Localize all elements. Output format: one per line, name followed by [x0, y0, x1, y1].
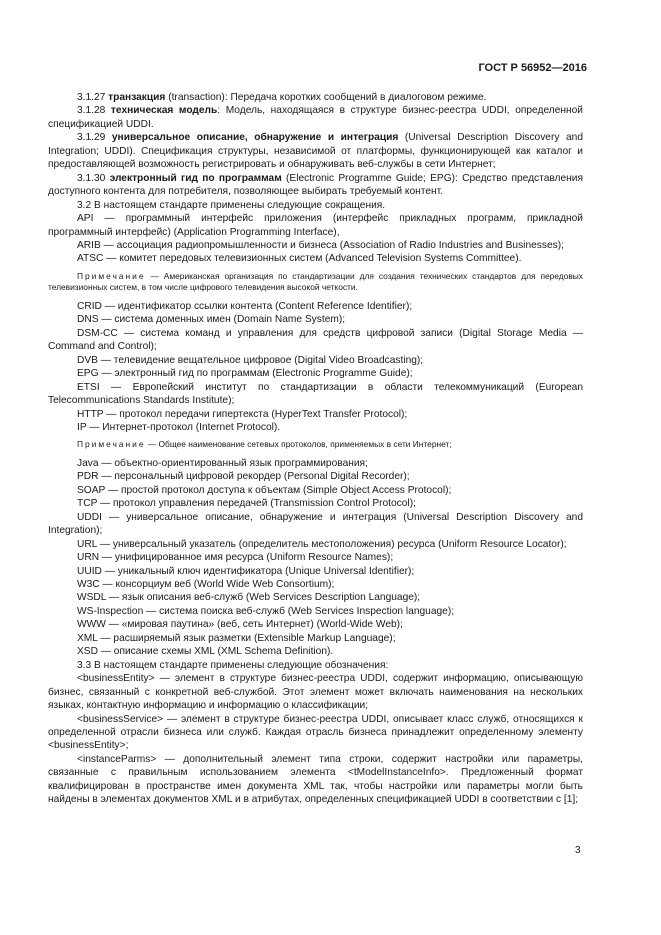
document-body: [48, 91, 583, 807]
abbr-item: UUID — уникальный ключ идентификатора (Unique Universal Identifier);: [77, 565, 415, 577]
abbr-item: HTTP — протокол передачи гипертекста (HyperText Transfer Protocol);: [77, 408, 408, 420]
abbr-item: WWW — «мировая паутина» (веб, сеть Интернет) (World-Wide Web);: [77, 619, 403, 631]
abbr-item: URL — универсальный указатель (определитель местоположения) ресурса (Uniform Resource Locator);: [77, 538, 567, 550]
designations-intro: 3.3 В настоящем стандарте применены следующие обозначения:: [77, 659, 389, 671]
standard-header: ГОСТ Р 56952—2016: [478, 62, 587, 74]
designation-item: <businessEntity> — элемент в структуре бизнес-реестра UDDI, содержит информацию, описывающую бизнес, связанный с конкретной веб-службой. Этот элемент может включать наименования на нескольких языках, контактную информацию и информацию о классификации;: [48, 673, 583, 712]
term-3-1-27: 3.1.27 транзакция (transaction): Передача коротких сообщений в диалоговом режиме.: [77, 92, 487, 103]
term-3-1-28: 3.1.28 техническая модель: Модель, находящаяся в структуре бизнес-реестра UDDI, определенной спецификацией UDDI.: [48, 105, 583, 130]
abbreviations-intro: 3.2 В настоящем стандарте применены следующие сокращения.: [77, 199, 386, 211]
term-3-1-29: 3.1.29 универсальное описание, обнаружение и интеграция (Universal Description Discovery and Integration; UDDI). Спецификация структуры, независимой от платформы, функционирующей как каталог и предоставляющей возможность регистрировать и обнаруживать веб-службы в сети Интернет;: [48, 132, 583, 171]
abbr-item: ARIB — ассоциация радиопромышленности и бизнеса (Association of Radio Industries and Businesses);: [77, 239, 564, 251]
abbr-item: SOAP — простой протокол доступа к объектам (Simple Object Access Protocol);: [77, 484, 452, 496]
abbr-item: DNS — система доменных имен (Domain Name System);: [77, 314, 346, 326]
abbr-item: XSD — описание схемы XML (XML Schema Definition).: [77, 646, 334, 658]
abbr-item: PDR — персональный цифровой рекордер (Personal Digital Recorder);: [77, 471, 410, 483]
abbr-item: URN — унифицированное имя ресурса (Uniform Resource Names);: [77, 552, 394, 564]
note-atsc: Примечание — Американская организация по стандартизации для создания технических стандартов для передовых телевизионных систем, в том числе цифрового телевидения высокой четкости.: [48, 270, 583, 293]
abbr-item: ETSI — Европейский институт по стандартизации в области телекоммуникаций (European Telecommunications Standards Institute);: [48, 381, 583, 407]
designation-item: <instanceParms> — дополнительный элемент типа строки, содержит настройки или параметры, связанные с правильным использованием элемента <tModelInstanceInfo>. Предложенный формат квалифицирован в пространстве имен документа XML так, чтобы настройки или параметры могли быть найдены в элементах документов XML и в атрибутах, определенных спецификацией UDDI в соответствии с [1];: [48, 753, 583, 806]
term-3-1-30: 3.1.30 электронный гид по программам (Electronic Programme Guide; EPG): Средство представления доступного контента для потребителя, позволяющее выбирать требуемый контент.: [48, 172, 583, 198]
abbr-item: Java — объектно-ориентированный язык программирования;: [77, 457, 368, 469]
abbr-item: WS-Inspection — система поиска веб-служб (Web Services Inspection language);: [77, 605, 455, 617]
note-ip: Примечание — Общее наименование сетевых протоколов, применяемых в сети Интернет;: [77, 439, 452, 450]
abbr-item: XML — расширяемый язык разметки (Extensible Markup Language);: [77, 632, 396, 644]
abbr-item: UDDI — универсальное описание, обнаружение и интеграция (Universal Description Discovery and Integration);: [48, 511, 583, 537]
page-number: 3: [575, 845, 581, 856]
abbr-item: IP — Интернет-протокол (Internet Protocol).: [77, 421, 281, 433]
abbr-item: W3C — консорциум веб (World Wide Web Consortium);: [77, 579, 335, 590]
abbr-item: ATSC — комитет передовых телевизионных систем (Advanced Television Systems Committee).: [77, 253, 522, 265]
abbr-item: TCP — протокол управления передачей (Transmission Control Protocol);: [77, 498, 416, 510]
designation-item: <businessService> — элемент в структуре бизнес-реестра UDDI, описывает класс служб, относящихся к определенной отрасли бизнеса или служб. Каждая отрасль бизнеса принадлежит определенному элементу <businessEntity>;: [48, 713, 583, 752]
abbr-item: DVB — телевидение вещательное цифровое (Digital Video Broadcasting);: [77, 354, 424, 366]
abbr-item: DSM-CC — система команд и управления для средств цифровой записи (Digital Storage Media — Command and Control);: [48, 327, 583, 353]
abbr-item: CRID — идентификатор ссылки контента (Content Reference Identifier);: [77, 300, 413, 312]
abbr-item: EPG — электронный гид по программам (Electronic Programme Guide);: [77, 368, 413, 380]
abbr-item: WSDL — язык описания веб-служб (Web Services Description Language);: [77, 592, 421, 604]
abbr-item: API — программный интерфейс приложения (интерфейс прикладных программ, прикладной программный интерфейс) (Application Programming Interface),: [48, 213, 583, 238]
